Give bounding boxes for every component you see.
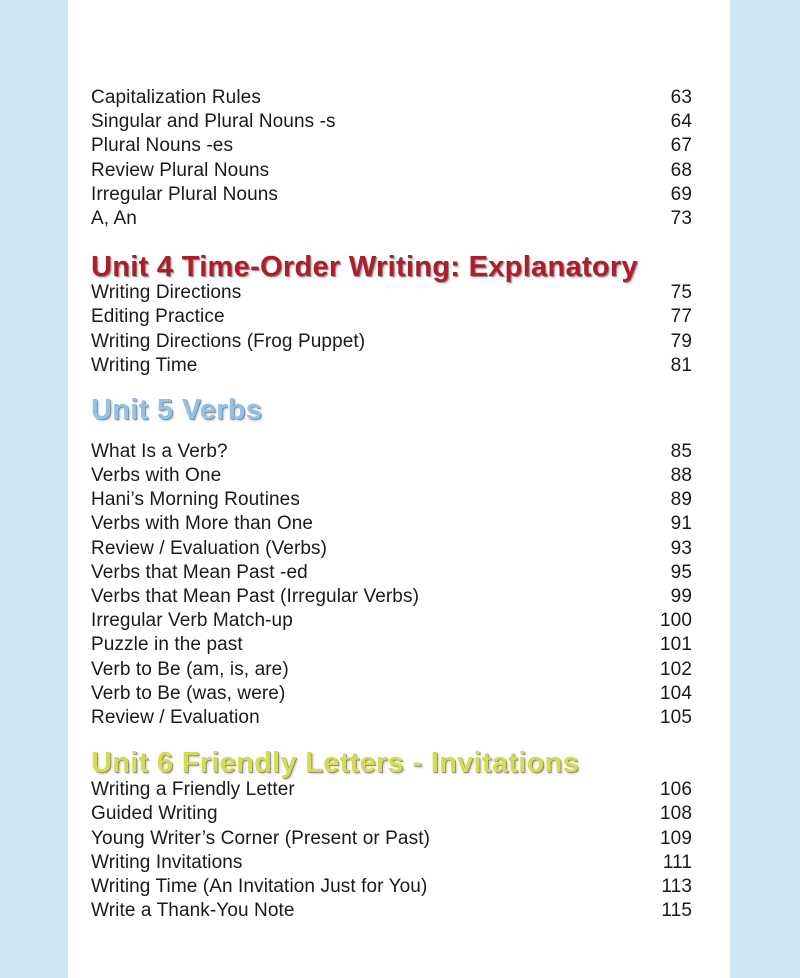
entry-title: Singular and Plural Nouns -s: [91, 111, 336, 133]
entry-title: Verbs with More than One: [91, 513, 314, 535]
entry-page: 105: [659, 706, 692, 728]
entry-page: 104: [659, 682, 692, 704]
entry-title: Puzzle in the past: [91, 634, 243, 656]
entry-page: 81: [670, 354, 692, 376]
toc-entry: [91, 488, 692, 512]
entry-title: Writing Time: [91, 354, 198, 376]
toc-entry: [91, 305, 692, 329]
entry-title: Guided Writing: [91, 803, 218, 825]
entry-page: 79: [670, 330, 692, 352]
toc-entry: [91, 512, 692, 536]
entry-page: 108: [659, 803, 692, 825]
entry-page: 93: [670, 537, 692, 559]
entry-title: A, An: [91, 207, 137, 229]
toc-entry: [91, 330, 692, 354]
entry-page: 89: [670, 489, 692, 511]
entry-page: 77: [670, 306, 692, 328]
entry-page: 69: [670, 183, 692, 205]
entry-page: 63: [670, 87, 692, 108]
toc-entry: [91, 110, 692, 134]
toc-entry: [91, 827, 692, 851]
entry-title: Editing Practice: [91, 306, 225, 328]
entry-page: 95: [670, 561, 692, 583]
entry-title: Review / Evaluation (Verbs): [91, 537, 328, 559]
toc-entry: [91, 537, 692, 561]
toc-entry: [91, 207, 692, 231]
entry-title: Verb to Be (am, is, are): [91, 658, 289, 680]
entry-page: 100: [659, 610, 692, 632]
entry-title: Verb to Be (was, were): [91, 682, 286, 704]
toc-page: [68, 0, 730, 978]
entry-title: Writing Directions: [91, 282, 242, 304]
entry-page: 67: [670, 135, 692, 157]
toc-entry: [91, 658, 692, 682]
toc-entry: [91, 159, 692, 183]
entry-title: Capitalization Rules: [91, 87, 261, 108]
toc-entry: [91, 464, 692, 488]
toc-entry: [91, 851, 692, 875]
unit-4-heading: Unit 4 Time-Order Writing: Explanatory: [91, 251, 638, 284]
entry-title: Verbs that Mean Past -ed: [91, 561, 308, 583]
toc-entry: [91, 899, 692, 923]
toc-entry: [91, 561, 692, 585]
entry-page: 113: [661, 875, 692, 897]
entry-page: 73: [670, 207, 692, 229]
entry-title: Writing Time (An Invitation Just for You): [91, 875, 428, 897]
entry-title: Verbs that Mean Past (Irregular Verbs): [91, 586, 420, 607]
toc-entry: [91, 585, 692, 609]
entry-title: Hani’s Morning Routines: [91, 489, 300, 511]
entry-title: Writing Invitations: [91, 851, 243, 873]
entry-page: 101: [659, 634, 692, 656]
entry-page: 109: [659, 827, 692, 849]
entry-page: 88: [670, 465, 692, 487]
entry-page: 85: [670, 440, 692, 462]
entry-title: Verbs with One: [91, 465, 222, 487]
toc-entry: [91, 134, 692, 158]
entry-page: 91: [670, 513, 692, 535]
entry-page: 115: [661, 900, 692, 922]
entry-page: 102: [659, 658, 692, 680]
unit-5-heading: Unit 5 Verbs: [91, 393, 263, 426]
toc-entry: [91, 875, 692, 899]
entry-title: Review / Evaluation: [91, 706, 260, 728]
toc-entry: [91, 609, 692, 633]
entry-title: Writing a Friendly Letter: [91, 779, 295, 801]
entry-page: 68: [670, 159, 692, 181]
entry-page: 111: [662, 851, 692, 873]
entry-title: Irregular Verb Match-up: [91, 610, 293, 632]
toc-entry: [91, 778, 692, 802]
toc-entry: [91, 354, 692, 378]
toc-entry: [91, 440, 692, 464]
toc-entry: [91, 802, 692, 826]
unit-6-heading: Unit 6 Friendly Letters - Invitations: [91, 747, 580, 780]
entry-page: 106: [659, 779, 692, 801]
entry-page: 99: [670, 586, 692, 607]
table-of-contents: [91, 86, 692, 923]
entry-title: Irregular Plural Nouns: [91, 183, 279, 205]
entry-page: 75: [670, 282, 692, 304]
entry-title: Write a Thank-You Note: [91, 900, 295, 922]
toc-entry: [91, 633, 692, 657]
toc-entry: [91, 86, 692, 110]
entry-title: Writing Directions (Frog Puppet): [91, 330, 366, 352]
toc-entry: [91, 706, 692, 730]
entry-title: Review Plural Nouns: [91, 159, 270, 181]
toc-entry: [91, 682, 692, 706]
entry-title: What Is a Verb?: [91, 440, 228, 462]
entry-title: Young Writer’s Corner (Present or Past): [91, 827, 431, 849]
entry-page: 64: [670, 111, 692, 133]
toc-entry: [91, 183, 692, 207]
entry-title: Plural Nouns -es: [91, 135, 234, 157]
toc-entry: [91, 281, 692, 305]
